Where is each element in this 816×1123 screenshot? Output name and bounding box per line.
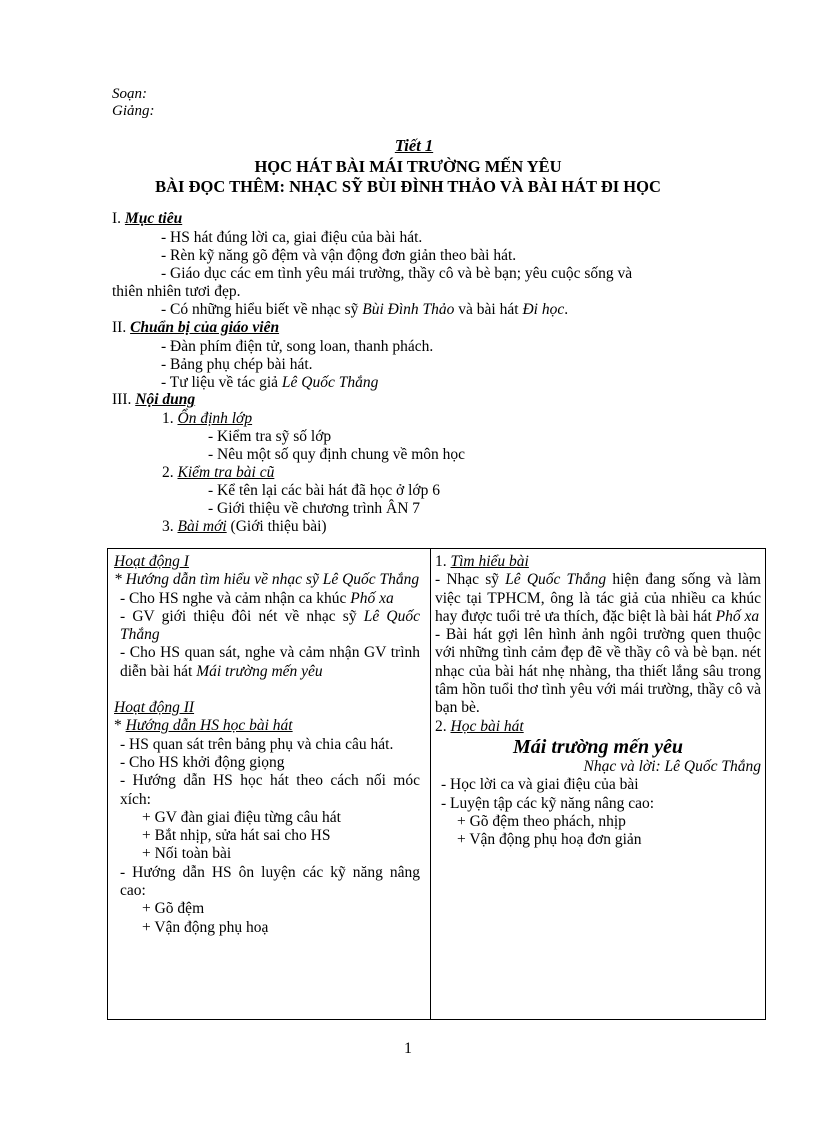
- text: (Giới thiệu bài): [226, 518, 327, 535]
- objective-line: - Rèn kỹ năng gõ đệm và vận động đơn giản theo bài hát.: [161, 247, 517, 264]
- section-heading: Mục tiêu: [124, 210, 183, 227]
- text: 1.: [162, 410, 174, 427]
- text: Bài mới: [177, 518, 227, 535]
- song-name: Phố xa: [715, 607, 760, 625]
- song-name: Đi học: [522, 301, 565, 318]
- content-paragraph: [435, 571, 761, 626]
- activity-line: - Cho HS khởi động giọng: [120, 753, 285, 771]
- activity-line: [114, 717, 420, 735]
- section-heading: Chuẩn bị của giáo viên: [130, 319, 280, 336]
- activity-heading: Hoạt động II: [114, 699, 195, 717]
- text: - Có những hiểu biết về nhạc sỹ: [161, 301, 363, 318]
- content-heading: [435, 718, 761, 736]
- activity-heading: Hoạt động I: [114, 553, 189, 570]
- text: Học bài hát: [450, 717, 524, 735]
- author-name: Lê Quốc Thắng: [281, 374, 379, 391]
- text: 1.: [435, 553, 451, 570]
- composer-name: Lê Quốc Thắng: [505, 571, 607, 589]
- text: 2.: [435, 717, 451, 735]
- preparation-line: - Đàn phím điện tử, song loan, thanh phách.: [161, 338, 434, 355]
- subsection-title: [162, 410, 252, 428]
- text: và bài hát: [454, 301, 523, 318]
- section-content: [112, 391, 195, 409]
- activity-line: + GV đàn giai điệu từng câu hát: [142, 808, 341, 826]
- section-number: II.: [112, 319, 127, 336]
- text: Kiểm tra bài cũ: [177, 464, 275, 481]
- content-line: - Kiểm tra sỹ số lớp: [208, 428, 332, 445]
- lesson-number: Tiết 1: [394, 136, 434, 155]
- activity-line: [114, 644, 420, 681]
- content-line: - Giới thiệu về chương trình ÂN 7: [208, 500, 421, 517]
- activity-line: + Vận động phụ hoạ: [142, 918, 269, 936]
- activity-line: - Hướng dẫn HS học hát theo cách nối móc xích:: [120, 772, 420, 808]
- page-number: 1: [404, 1040, 412, 1057]
- activity-line: + Bắt nhịp, sửa hát sai cho HS: [142, 827, 331, 845]
- content-line: + Gõ đệm theo phách, nhịp: [457, 812, 626, 830]
- song-author: Nhạc và lời: Lê Quốc Thắng: [583, 757, 761, 775]
- content-cell: [435, 553, 761, 849]
- activity-line: - Hướng dẫn HS ôn luyện các kỹ năng nâng cao:: [120, 863, 420, 900]
- teacher-activities-cell: [114, 553, 420, 937]
- section-number: III.: [112, 391, 132, 408]
- text: 3.: [162, 518, 174, 535]
- text: Hướng dẫn HS học bài hát: [125, 717, 293, 735]
- composer-name: Bùi Đình Thảo: [362, 301, 455, 318]
- song-name: Phố xa: [350, 589, 394, 607]
- soan-label: Soạn:: [112, 86, 147, 102]
- activities-table: [107, 548, 766, 1020]
- text: .: [564, 301, 569, 318]
- composer-name: Lê Quốc Thắng: [120, 607, 421, 644]
- activity-line: [114, 608, 420, 645]
- activity-line: [114, 590, 420, 608]
- objective-line: - HS hát đúng lời ca, giai điệu của bài hát.: [161, 229, 423, 246]
- content-heading: [435, 553, 761, 571]
- spacer: [114, 681, 420, 699]
- column-divider: [430, 549, 431, 1019]
- lesson-subtitle: BÀI ĐỌC THÊM: NHẠC SỸ BÙI ĐÌNH THẢO VÀ BÀI HÁT ĐI HỌC: [155, 177, 661, 196]
- content-line: + Vận động phụ hoạ đơn giản: [457, 831, 642, 849]
- text: Ổn định lớp: [177, 410, 253, 427]
- text: - Tư liệu về tác giả: [161, 374, 282, 391]
- text: - Nhạc sỹ: [435, 571, 506, 589]
- text: - Cho HS nghe và cảm nhận ca khúc: [120, 589, 351, 607]
- preparation-line: [161, 374, 378, 392]
- text: *: [114, 717, 126, 735]
- text: hiện đang sống và làm việc tại TPHCM, ông là tác giả của nhiều ca khúc hay được tuổi trẻ ưa thích, đặc biệt là bài hát: [435, 571, 761, 625]
- objective-line: thiên nhiên tươi đẹp.: [112, 283, 241, 300]
- text: Tìm hiểu bài: [450, 553, 529, 570]
- text: - Cho HS quan sát, nghe và cảm nhận GV trình diễn bài hát: [120, 644, 420, 680]
- content-line: - Luyện tập các kỹ năng nâng cao:: [441, 794, 655, 812]
- objective-line: - Giáo dục các em tình yêu mái trường, thầy cô và bè bạn; yêu cuộc sống và: [161, 265, 633, 282]
- text: 2.: [162, 464, 174, 481]
- text: - GV giới thiệu đôi nét về nhạc sỹ: [120, 607, 364, 625]
- content-line: - Học lời ca và giai điệu của bài: [441, 776, 639, 794]
- giang-label: Giảng:: [112, 103, 155, 119]
- section-number: I.: [112, 210, 122, 227]
- objective-line: [161, 301, 568, 319]
- preparation-line: - Bảng phụ chép bài hát.: [161, 356, 313, 373]
- content-line: - Kể tên lại các bài hát đã học ở lớp 6: [208, 482, 441, 499]
- subsection-title: [162, 518, 327, 536]
- content-paragraph: - Bài hát gợi lên hình ảnh ngôi trường quen thuộc với những tình cảm đẹp đẽ về thầy cô và bè bạn. nét nhạc của bài hát nhẹ nhàng, tha thiết lắng sâu trong tâm hồn tuổi thơ tình yêu với mái trường, thầy cô và bạn bè.: [435, 626, 761, 717]
- subsection-title: [162, 464, 274, 482]
- content-line: - Nêu một số quy định chung về môn học: [208, 446, 466, 463]
- activity-line: - HS quan sát trên bảng phụ và chia câu hát.: [120, 735, 394, 753]
- activity-line: + Nối toàn bài: [142, 845, 232, 863]
- activity-line: * Hướng dẫn tìm hiểu về nhạc sỹ Lê Quốc Thắng: [114, 571, 420, 589]
- activity-line: + Gõ đệm: [142, 900, 205, 918]
- song-name: Mái trường mến yêu: [196, 662, 323, 680]
- lesson-title: HỌC HÁT BÀI MÁI TRƯỜNG MẾN YÊU: [254, 157, 562, 176]
- section-preparation: [112, 319, 279, 337]
- song-title: Mái trường mến yêu: [513, 735, 683, 758]
- section-heading: Nội dung: [135, 391, 196, 408]
- section-objectives: [112, 210, 182, 228]
